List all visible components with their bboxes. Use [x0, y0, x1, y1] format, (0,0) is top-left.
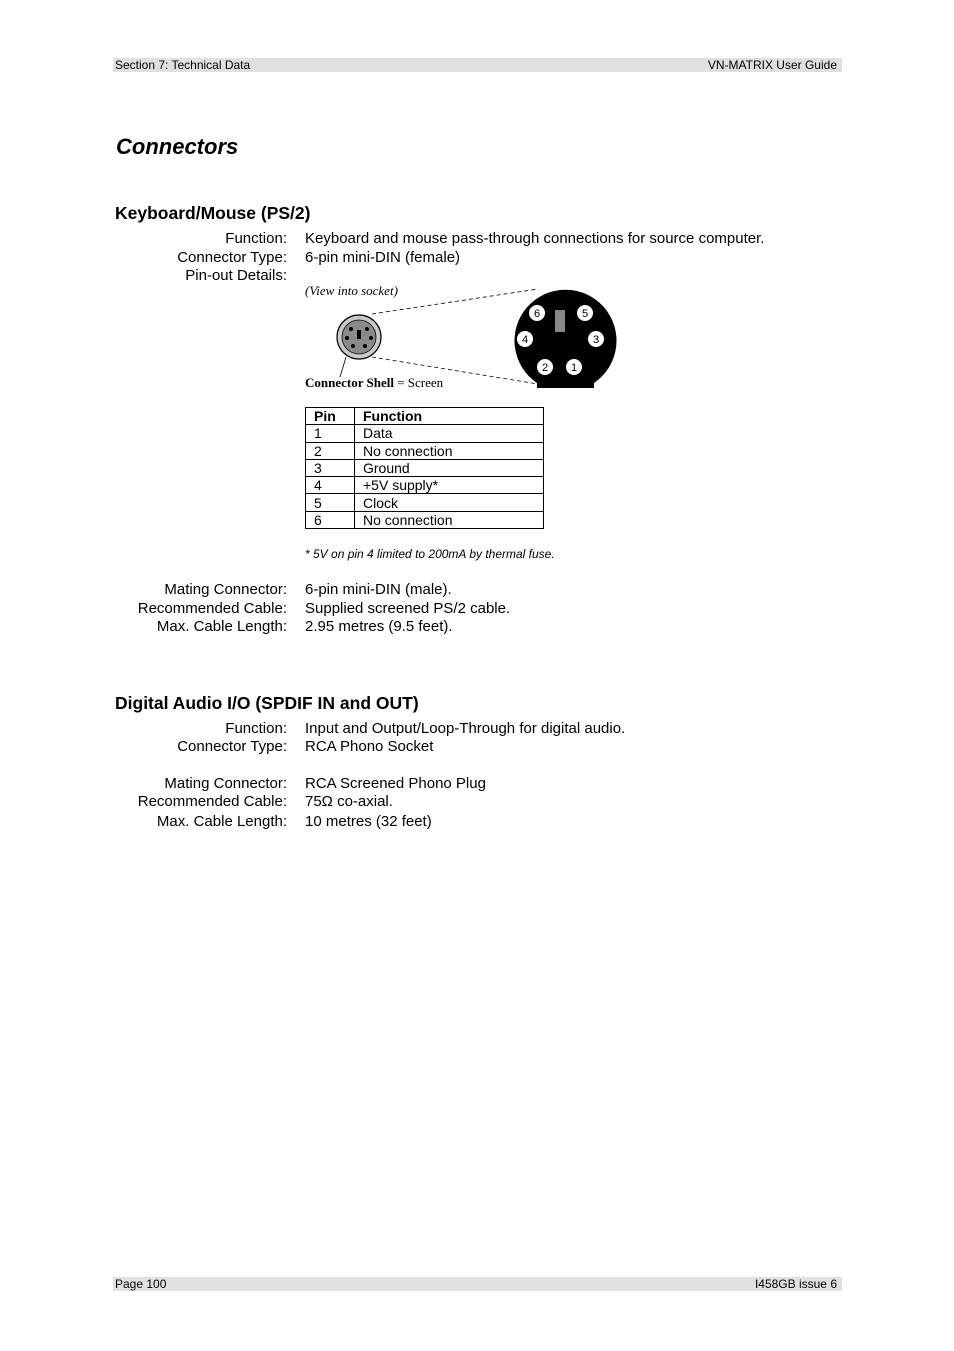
ps2-mating-value: 6-pin mini-DIN (male). [305, 581, 452, 598]
audio-connector-value: RCA Phono Socket [305, 738, 434, 755]
audio-cable-value: 75Ω co-axial. [305, 793, 393, 810]
ps2-length-label: Max. Cable Length: [156, 618, 287, 635]
svg-text:6: 6 [533, 308, 541, 320]
pin-function: Clock [355, 494, 544, 511]
audio-mating-row [0, 774, 954, 793]
shell-leader-line [340, 357, 346, 377]
header-guide-title: VN-MATRIX User Guide [707, 58, 837, 72]
ps2-function-value: Keyboard and mouse pass-through connections for source computer. [305, 230, 765, 247]
pin-function: No connection [355, 442, 544, 459]
audio-length-label: Max. Cable Length: [156, 813, 287, 830]
ps2-mating-label: Mating Connector: [164, 581, 287, 598]
table-row [306, 511, 544, 528]
audio-length-value: 10 metres (32 feet) [305, 813, 432, 830]
ps2-function-row [0, 229, 954, 248]
small-connector-icon [337, 315, 381, 359]
audio-connector-label: Connector Type: [177, 738, 287, 755]
svg-text:3: 3 [592, 334, 600, 346]
ps2-footnote: * 5V on pin 4 limited to 200mA by thermal fuse. [305, 547, 555, 561]
pin-number: 3 [306, 459, 355, 476]
shell-label: Connector Shell = Screen [305, 375, 444, 390]
ps2-heading: Keyboard/Mouse (PS/2) [115, 203, 311, 223]
page-header [113, 58, 842, 72]
pinout-table [305, 407, 544, 529]
pin-number: 5 [306, 494, 355, 511]
pin-number: 4 [306, 477, 355, 494]
header-section: Section 7: Technical Data [115, 58, 251, 72]
svg-text:2: 2 [541, 362, 549, 374]
ps2-length-row [0, 617, 954, 636]
socket-face-icon [515, 290, 617, 388]
ps2-function-label: Function: [225, 230, 287, 247]
ps2-connector-value: 6-pin mini-DIN (female) [305, 249, 461, 266]
ps2-cable-row [0, 599, 954, 618]
pin-number: 1 [306, 425, 355, 442]
ps2-connector-label: Connector Type: [177, 249, 287, 266]
audio-heading: Digital Audio I/O (SPDIF IN and OUT) [115, 693, 419, 713]
audio-mating-label: Mating Connector: [164, 775, 287, 792]
svg-text:5: 5 [581, 308, 589, 320]
pin-number: 6 [306, 511, 355, 528]
socket-key [555, 310, 565, 332]
pin-3 [588, 331, 604, 347]
view-caption: (View into socket) [305, 283, 398, 298]
audio-length-row [0, 812, 954, 831]
footer-issue: I458GB issue 6 [754, 1277, 837, 1291]
audio-function-label: Function: [225, 720, 287, 737]
audio-function-row [0, 719, 954, 738]
table-header-pin: Pin [306, 408, 355, 425]
table-row [306, 459, 544, 476]
audio-function-value: Input and Output/Loop-Through for digital audio. [305, 720, 626, 737]
ps2-pinout-diagram [300, 282, 620, 397]
pin-1 [566, 359, 582, 375]
table-row [306, 425, 544, 442]
ps2-connector-row [0, 248, 954, 267]
table-header-row [306, 408, 544, 425]
pin-4 [517, 331, 533, 347]
ps2-length-value: 2.95 metres (9.5 feet). [305, 618, 453, 635]
table-row [306, 442, 544, 459]
pin-function: Ground [355, 459, 544, 476]
footer-page-number: Page 100 [115, 1277, 167, 1291]
pin-function: Data [355, 425, 544, 442]
pin-number: 2 [306, 442, 355, 459]
ps2-mating-row [0, 580, 954, 599]
audio-cable-row [0, 792, 954, 811]
ps2-pinout-label: Pin-out Details: [185, 267, 287, 284]
audio-mating-value: RCA Screened Phono Plug [305, 775, 486, 792]
pin-6 [529, 305, 545, 321]
table-row [306, 477, 544, 494]
ps2-cable-label: Recommended Cable: [137, 600, 287, 617]
page-footer [113, 1277, 842, 1291]
pin-2 [537, 359, 553, 375]
svg-text:1: 1 [570, 362, 578, 374]
page-title: Connectors [116, 134, 239, 159]
ps2-cable-value: Supplied screened PS/2 cable. [305, 600, 511, 617]
pin-5 [577, 305, 593, 321]
pin-function: +5V supply* [355, 477, 544, 494]
table-row [306, 494, 544, 511]
pin-function: No connection [355, 511, 544, 528]
audio-cable-label: Recommended Cable: [137, 793, 287, 810]
table-header-function: Function [355, 408, 544, 425]
svg-text:4: 4 [521, 334, 529, 346]
audio-connector-row [0, 737, 954, 756]
